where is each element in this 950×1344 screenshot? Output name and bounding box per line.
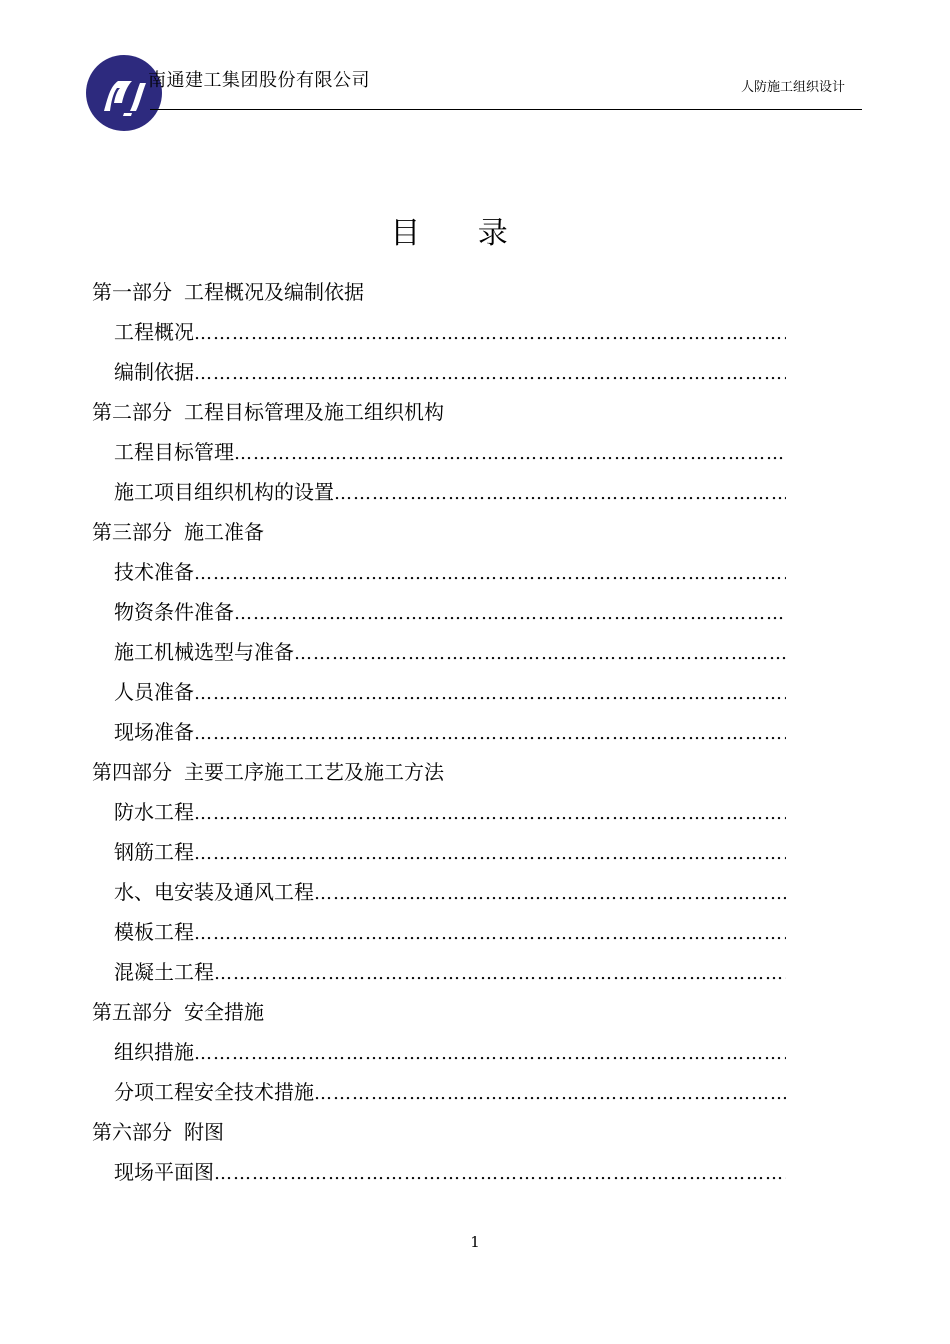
toc-entry[interactable] <box>92 832 786 872</box>
toc-entry[interactable] <box>92 952 786 992</box>
header-divider <box>150 109 862 110</box>
toc-part-heading[interactable] <box>92 512 786 552</box>
toc-entry[interactable] <box>92 672 786 712</box>
page-number: 1 <box>470 1233 480 1251</box>
toc-dot-leader <box>314 1074 786 1112</box>
toc-dot-leader <box>194 1034 786 1072</box>
toc-part-number: 第三部分 <box>92 520 172 544</box>
toc-entry[interactable] <box>92 712 786 752</box>
toc-entry[interactable] <box>92 912 786 952</box>
toc-entry-label: 分项工程安全技术措施 <box>114 1080 314 1104</box>
toc-part-title: 工程目标管理及施工组织机构 <box>184 400 444 424</box>
toc-dot-leader <box>194 914 786 952</box>
toc-entry-label: 混凝土工程 <box>114 960 214 984</box>
toc-entry-label: 技术准备 <box>114 560 194 584</box>
toc-entry[interactable] <box>92 472 786 512</box>
toc-part-heading[interactable] <box>92 272 786 312</box>
toc-entry[interactable] <box>92 432 786 472</box>
toc-dot-leader <box>194 554 786 592</box>
toc-part-title: 安全措施 <box>184 1000 264 1024</box>
toc-part-heading[interactable] <box>92 1112 786 1152</box>
toc-entry-label: 工程目标管理 <box>114 440 234 464</box>
toc-part-title: 附图 <box>184 1120 224 1144</box>
toc-dot-leader <box>214 1154 786 1192</box>
toc-part-number: 第六部分 <box>92 1120 172 1144</box>
toc-part-number: 第五部分 <box>92 1000 172 1024</box>
toc-part-number: 第二部分 <box>92 400 172 424</box>
toc-heading: 目 录 <box>390 216 532 251</box>
toc-entry-label: 工程概况 <box>114 320 194 344</box>
toc-dot-leader <box>314 874 786 912</box>
toc-part-heading[interactable] <box>92 752 786 792</box>
document-title: 人防施工组织设计 <box>740 80 845 95</box>
toc-entry-label: 现场准备 <box>114 720 194 744</box>
toc-entry[interactable] <box>92 872 786 912</box>
page-header <box>0 0 950 140</box>
toc-dot-leader <box>234 434 786 472</box>
toc-dot-leader <box>294 634 786 672</box>
toc-dot-leader <box>234 594 786 632</box>
toc-part-number: 第四部分 <box>92 760 172 784</box>
toc-dot-leader <box>194 354 786 392</box>
toc-entry-label: 组织措施 <box>114 1040 194 1064</box>
toc-entry[interactable] <box>92 552 786 592</box>
toc-entry-label: 人员准备 <box>114 680 194 704</box>
toc-entry-label: 水、电安装及通风工程 <box>114 880 314 904</box>
toc-entry-label: 施工项目组织机构的设置 <box>114 480 334 504</box>
toc-entry[interactable] <box>92 312 786 352</box>
toc-part-title: 工程概况及编制依据 <box>184 280 364 304</box>
toc-entry[interactable] <box>92 592 786 632</box>
toc-entry-label: 模板工程 <box>114 920 194 944</box>
toc-entry[interactable] <box>92 1152 786 1192</box>
toc-entry[interactable] <box>92 352 786 392</box>
toc-part-heading[interactable] <box>92 392 786 432</box>
toc-dot-leader <box>194 314 786 352</box>
toc-entry-label: 施工机械选型与准备 <box>114 640 294 664</box>
toc-part-number: 第一部分 <box>92 280 172 304</box>
toc-entry-label: 现场平面图 <box>114 1160 214 1184</box>
toc-entry-label: 物资条件准备 <box>114 600 234 624</box>
toc-dot-leader <box>194 834 786 872</box>
toc-part-heading[interactable] <box>92 992 786 1032</box>
toc-entry[interactable] <box>92 1072 786 1112</box>
table-of-contents <box>92 272 786 1192</box>
toc-dot-leader <box>194 674 786 712</box>
toc-dot-leader <box>214 954 786 992</box>
toc-dot-leader <box>194 714 786 752</box>
toc-entry[interactable] <box>92 632 786 672</box>
company-logo-icon <box>84 53 164 133</box>
toc-dot-leader <box>334 474 786 512</box>
toc-entry-label: 钢筋工程 <box>114 840 194 864</box>
company-name: 南通建工集团股份有限公司 <box>148 70 370 91</box>
toc-entry-label: 防水工程 <box>114 800 194 824</box>
toc-part-title: 施工准备 <box>184 520 264 544</box>
toc-dot-leader <box>194 794 786 832</box>
toc-entry[interactable] <box>92 792 786 832</box>
toc-entry[interactable] <box>92 1032 786 1072</box>
toc-part-title: 主要工序施工工艺及施工方法 <box>184 760 444 784</box>
toc-entry-label: 编制依据 <box>114 360 194 384</box>
